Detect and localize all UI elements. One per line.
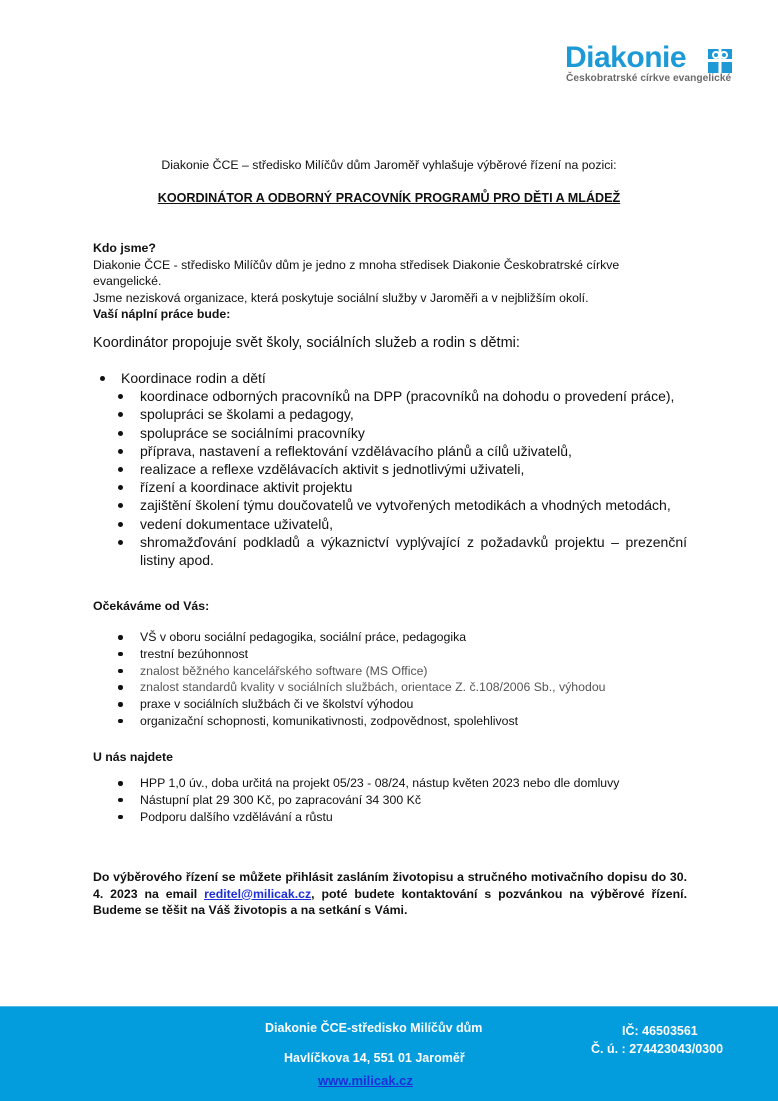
list-item xyxy=(93,387,687,405)
bullet-icon xyxy=(118,431,123,436)
duties-sublist xyxy=(93,387,687,569)
logo-subtitle: Českobratrské církve evangelické xyxy=(566,73,732,84)
bullet-icon xyxy=(118,522,123,527)
list-item-text: trestní bezúhonnost xyxy=(140,646,249,661)
list-item-text: Podporu dalšího vzdělávání a růstu xyxy=(140,809,333,824)
list-item-text: znalost běžného kancelářského software (MS Office) xyxy=(140,663,428,678)
list-item xyxy=(93,792,687,809)
bullet-icon xyxy=(118,702,123,707)
list-item-text: realizace a reflexe vzdělávacích aktivit s jednotlivými uživateli, xyxy=(140,461,525,478)
bullet-icon xyxy=(118,781,123,786)
footer-website-link[interactable]: www.milicak.cz xyxy=(318,1073,413,1088)
bullet-icon xyxy=(118,449,123,454)
bullet-icon xyxy=(118,540,123,545)
footer-address: Havlíčkova 14, 551 01 Jaroměř xyxy=(284,1051,465,1065)
offer-heading: U nás najdete xyxy=(93,750,173,764)
about-heading: Kdo jsme? xyxy=(93,241,156,255)
list-item xyxy=(93,442,687,460)
about-line: Jsme nezisková organizace, která poskytuje sociální služby v Jaroměři a v nejbližším okolí. xyxy=(93,290,589,305)
list-item-text: HPP 1,0 úv., doba určitá na projekt 05/23 - 08/24, nástup květen 2023 nebo dle domluvy xyxy=(140,776,620,790)
list-item-text: zajištění školení týmu doučovatelů ve vytvořených metodikách a vhodných metodách, xyxy=(140,497,671,514)
expect-list-wrap xyxy=(93,629,687,730)
list-item-text: organizační schopnosti, komunikativnosti, zodpovědnost, spolehlivost xyxy=(140,713,519,728)
duties-group xyxy=(93,369,687,387)
duties-section xyxy=(93,306,687,323)
bullet-icon xyxy=(118,485,123,490)
list-item xyxy=(93,713,687,730)
list-item xyxy=(93,646,687,663)
list-item xyxy=(93,775,687,792)
footer-org-name: Diakonie ČCE-středisko Milíčův dům xyxy=(265,1021,483,1035)
expect-list xyxy=(93,629,687,730)
diakonie-logo xyxy=(565,41,745,88)
list-item-text: koordinace odborných pracovníků na DPP (pracovníků na dohodu o provedení práce), xyxy=(140,388,675,405)
bullet-icon xyxy=(118,719,123,724)
list-item-text: Nástupní plat 29 300 Kč, po zapracování 34 300 Kč xyxy=(140,792,421,807)
list-item xyxy=(93,809,687,826)
footer xyxy=(0,1006,778,1101)
list-item xyxy=(93,679,687,696)
list-item-text: spolupráci se školami a pedagogy, xyxy=(140,406,354,423)
list-item-text: vedení dokumentace uživatelů, xyxy=(140,515,334,532)
offer-list xyxy=(93,775,687,825)
bullet-icon xyxy=(118,652,123,657)
intro-text: Diakonie ČCE – středisko Milíčův dům Jaroměř vyhlašuje výběrové řízení na pozici: xyxy=(161,158,617,172)
bullet-icon xyxy=(118,815,123,820)
list-item xyxy=(93,424,687,442)
bullet-icon xyxy=(118,635,123,640)
list-item xyxy=(93,515,687,533)
footer-account: Č. ú. : 274423043/0300 xyxy=(591,1042,724,1056)
duties-list-wrap xyxy=(93,369,687,569)
list-item xyxy=(93,533,687,569)
job-title: KOORDINÁTOR A ODBORNÝ PRACOVNÍK PROGRAMŮ PRO DĚTI A MLÁDEŽ xyxy=(157,191,621,205)
list-item xyxy=(93,478,687,496)
list-item xyxy=(93,496,687,514)
apply-text: , poté budete kontaktování s pozvánkou na výběrové řízení. Budeme se těšit na Váš životopis a na setkání s Vámi. xyxy=(93,886,687,918)
list-item-text: řízení a koordinace aktivit projektu xyxy=(140,479,353,496)
duties-lead: Koordinátor propojuje svět školy, sociálních služeb a rodin s dětmi: xyxy=(93,335,520,351)
list-item-text: praxe v sociálních službách či ve školství výhodou xyxy=(140,697,414,712)
list-item xyxy=(93,696,687,713)
bullet-icon xyxy=(118,669,123,674)
expect-heading: Očekáváme od Vás: xyxy=(93,599,210,613)
duties-list xyxy=(93,369,687,387)
list-item xyxy=(93,405,687,423)
about-line: Diakonie ČCE - středisko Milíčův dům je jedno z mnoha středisek Diakonie Českobratrské církve evangelické. xyxy=(93,257,620,289)
list-item xyxy=(93,629,687,646)
bullet-icon xyxy=(118,394,123,399)
bullet-icon xyxy=(100,376,105,381)
list-item-text: znalost standardů kvality v sociálních službách, orientace Z. č.108/2006 Sb., výhodou xyxy=(140,680,606,695)
offer-list-wrap xyxy=(93,775,687,825)
about-section xyxy=(93,240,687,306)
bullet-icon xyxy=(118,467,123,472)
footer-ic: IČ: 46503561 xyxy=(622,1024,698,1038)
logo-wordmark: Diakonie xyxy=(565,41,687,74)
duties-heading: Vaší náplní práce bude: xyxy=(93,307,231,321)
duties-group-label: Koordinace rodin a dětí xyxy=(121,370,266,386)
list-item-text: shromažďování podkladů a výkaznictví vyplývající z požadavků projektu – prezenční listiny apod. xyxy=(140,533,687,569)
bullet-icon xyxy=(118,798,123,803)
apply-paragraph xyxy=(93,869,687,919)
bullet-icon xyxy=(118,503,123,508)
offer-section xyxy=(93,749,687,766)
apply-text: Do výběrového řízení se můžete přihlásit zasláním životopisu a stručného motivačního dopisu do 30. 4. 2023 na email xyxy=(93,870,687,901)
email-link[interactable]: reditel@milicak.cz xyxy=(204,886,312,901)
list-item-text: spolupráce se sociálními pracovníky xyxy=(140,424,365,441)
list-item xyxy=(93,663,687,680)
list-item-text: VŠ v oboru sociální pedagogika, sociální práce, pedagogika xyxy=(140,630,467,644)
diakonie-cross-icon xyxy=(708,49,732,73)
list-item-text: příprava, nastavení a reflektování vzdělávacího plánů a cílů uživatelů, xyxy=(140,442,572,459)
list-item xyxy=(93,460,687,478)
expect-section xyxy=(93,598,687,615)
bullet-icon xyxy=(118,412,123,417)
bullet-icon xyxy=(118,685,123,690)
